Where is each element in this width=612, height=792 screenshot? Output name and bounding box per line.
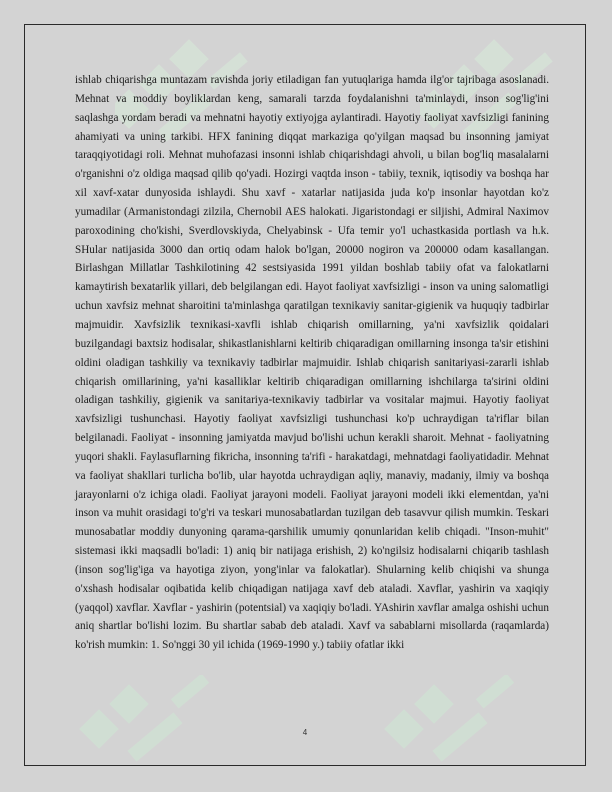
page-number: 4 <box>302 728 308 737</box>
logo-watermark-icon <box>75 675 225 765</box>
document-page <box>24 24 586 766</box>
logo-watermark-icon <box>380 675 530 765</box>
body-text: ishlab chiqarishga muntazam ravishda joriy etiladigan fan yutuqlariga hamda ilg'or tajribaga asoslanadi. Mehnat va moddiy boyliklardan keng, samarali tarzda foydalanishni ta'minlaydi, inson sog'lig'ini saqlashga yordam beradi va mehnatni hayotiy extiyojga aylantiradi. Hayotiy faoliyat xavfsizligi fanining ahamiyati va uning tarkibi. HFX fanining diqqat markaziga qo'yilgan maqsad bu insonning jamiyat taraqqiyotidagi roli. Mehnat muhofazasi insonni ishlab chiqarishdagi ahvoli, u bilan bog'liq masalalarni o'rganishni o'z oldiga maqsad qilib qo'yadi. Hozirgi vaqtda inson - tabiiy, texnik, iqtisodiy va boshqa har xil xavf-xatar dunyosida ishlaydi. Shu xavf - xatarlar natijasida juda ko'p insonlar hayotdan ko'z yumadilar (Armanistondagi zilzila, Chernobil AES halokati. Jigaristondagi er siljishi, Admiral Naximov paroxodining cho'kishi, Sverdlovskiyda, Chelyabinsk - Ufa temir yo'l uchastkasida portlash va h.k. SHular natijasida 3000 dan ortiq odam halok bo'lgan, 20000 nogiron va 200000 odam kasallangan. Birlashgan Millatlar Tashkilotining 42 sestsiyasida 1991 yildan boshlab tabiiy ofat va falokatlarni kamaytirish bexatarlik yillari, deb belgilangan edi. Hayot faoliyat xavfsizligi - inson va uning salomatligi uchun xavfsiz mehnat sharoitini ta'minlashga qaratilgan texnikaviy sanitar-gigienik va huquqiy tadbirlar majmuidir. Xavfsizlik texnikasi-xavfli ishlab chiqarish omillarning, ya'ni xavfsizlik qoidalari buzilgandagi baxtsiz hodisalar, shikastlanishlarni keltirib chiqaradigan omillarning insonga ta'sir etishini oldini oladigan tashkiliy va texnikaviy tadbirlar majmuidir. Ishlab chiqarish sanitariyasi-zararli ishlab chiqarish omillarining, ya'ni kasalliklar keltirib chiqaradigan omillarning ishchilarga ta'sirini oldini oladigan tashkiliy, gigienik va sanitariya-texnikaviy tadbirlar va vositalar majmui. Hayotiy faoliyat xavfsizligi tushunchasi. Hayotiy faoliyat xavfsizligi tushunchasi ko'p uchraydigan ta'riflar bilan belgilanadi. Faoliyat - insonning jamiyatda mavjud bo'lishi uchun kerakli sharoit. Mehnat - faoliyatning yuqori shakli. Faylasuflarning fikricha, insonning ta'rifi - harakatdagi, mehnatdagi faoliyatidadir. Mehnat va faoliyat shakllari turlicha bo'lib, ular hayotda uchraydigan aqliy, manaviy, madaniy, ilmiy va boshqa jarayonlarni o'z ichiga oladi. Faoliyat jarayoni modeli. Faoliyat jarayoni modeli ikki elementdan, ya'ni inson va muhit orasidagi to'g'ri va teskari munosabatlardan tuzilgan deb tasavvur qilish mumkin. Teskari munosabatlar moddiy dunyoning qarama-qarshilik umumiy qonunlaridan kelib chiqadi. "Inson-muhit" sistemasi ikki maqsadli bo'ladi: 1) aniq bir natijaga erishish, 2) ko'ngilsiz hodisalarni chiqarib tashlash (inson sog'lig'iga va hayotiga ziyon, yong'inlar va falokatlar). Shularning kelib chiqishi va shunga o'xshash hodisalar oqibatida kelib chiqadigan natijaga xavf deb ataladi. Xavflar, yashirin va xaqiqiy (yaqqol) xavflar. Xavflar - yashirin (potentsial) va xaqiqiy bo'ladi. YAshirin xavflar amalga oshishi uchun aniq shartlar bo'lishi lozim. Bu shartlar sabab deb ataladi. Xavf va sabablarni misollarda (raqamlarda) ko'rish mumkin: 1. So'nggi 30 yil ichida (1969-1990 y.) tabiiy ofatlar ikki <box>75 74 549 652</box>
